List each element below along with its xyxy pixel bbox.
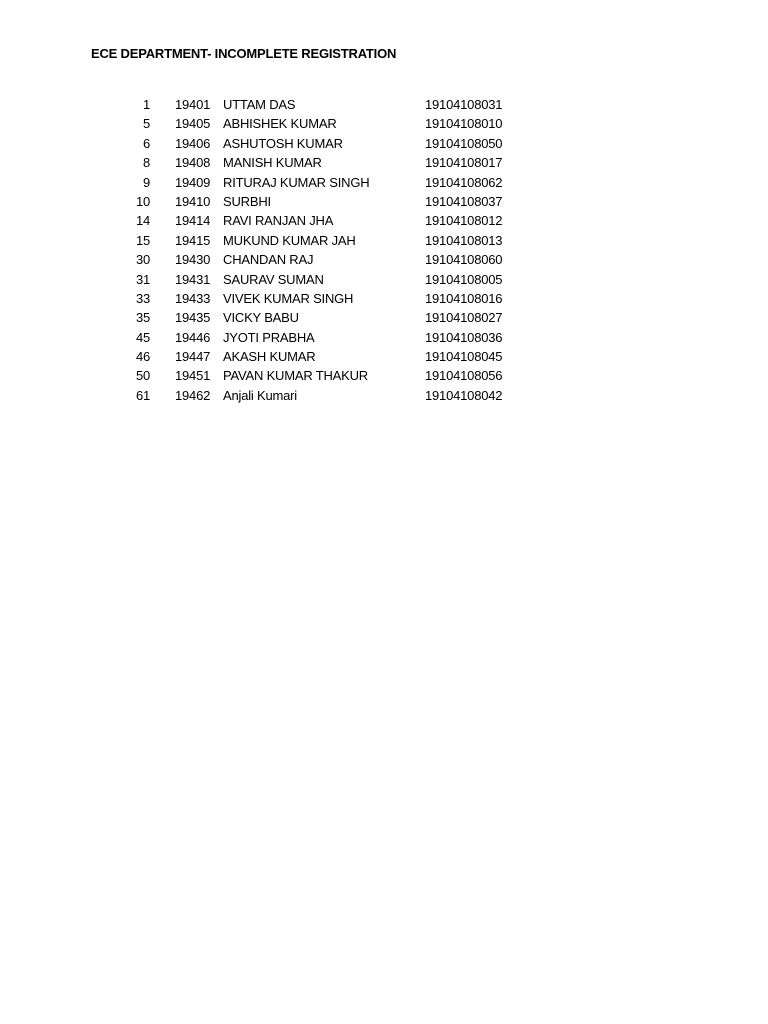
serial-number: 30 — [135, 252, 150, 268]
registration-number: 19104108050 — [425, 135, 503, 151]
list-item — [0, 231, 768, 250]
roll-number: 19431 — [175, 271, 211, 287]
serial-number: 45 — [135, 329, 150, 345]
registration-number: 19104108016 — [425, 290, 503, 306]
student-name: RAVI RANJAN JHA — [223, 213, 334, 229]
serial-number: 15 — [135, 232, 150, 248]
page-title: ECE DEPARTMENT- INCOMPLETE REGISTRATION — [91, 46, 397, 61]
registration-number: 19104108045 — [425, 349, 503, 365]
student-name: UTTAM DAS — [223, 97, 296, 112]
student-name: VIVEK KUMAR SINGH — [223, 290, 354, 306]
registration-number: 19104108062 — [425, 174, 503, 190]
serial-number: 10 — [135, 193, 150, 209]
roll-number: 19462 — [175, 387, 211, 403]
list-item — [0, 153, 768, 172]
list-item — [0, 173, 768, 192]
serial-number: 9 — [142, 174, 150, 190]
roll-number: 19435 — [175, 310, 211, 326]
student-name: SAURAV SUMAN — [223, 271, 324, 287]
serial-number: 50 — [135, 368, 150, 384]
student-name: JYOTI PRABHA — [223, 329, 315, 345]
registration-number: 19104108060 — [425, 252, 503, 268]
serial-number: 46 — [135, 349, 150, 365]
roll-number: 19451 — [175, 368, 211, 384]
list-item — [0, 328, 768, 347]
student-name: VICKY BABU — [223, 310, 299, 326]
roll-number: 19405 — [175, 116, 211, 132]
student-name: Anjali Kumari — [223, 387, 297, 403]
student-name: PAVAN KUMAR THAKUR — [223, 368, 368, 384]
roll-number: 19433 — [175, 290, 211, 306]
roll-number: 19408 — [175, 155, 211, 171]
list-item — [0, 250, 768, 269]
roll-number: 19406 — [175, 135, 211, 151]
student-name: RITURAJ KUMAR SINGH — [223, 174, 370, 190]
registration-number: 19104108042 — [425, 387, 503, 403]
student-name: MANISH KUMAR — [223, 155, 322, 171]
list-item — [0, 347, 768, 366]
roll-number: 19446 — [175, 329, 211, 345]
roll-number: 19409 — [175, 174, 211, 190]
list-item — [0, 134, 768, 153]
registration-number: 19104108056 — [425, 368, 503, 384]
student-name: SURBHI — [223, 193, 271, 209]
serial-number: 35 — [135, 310, 150, 326]
serial-number: 31 — [135, 271, 150, 287]
student-name: ASHUTOSH KUMAR — [223, 135, 343, 151]
list-item — [0, 192, 768, 211]
registration-number: 19104108037 — [425, 193, 503, 209]
list-item — [0, 270, 768, 289]
roll-number: 19414 — [175, 213, 211, 229]
serial-number: 8 — [142, 155, 150, 171]
student-name: MUKUND KUMAR JAH — [223, 232, 356, 248]
roll-number: 19447 — [175, 349, 211, 365]
student-name: AKASH KUMAR — [223, 349, 316, 365]
serial-number: 6 — [142, 135, 150, 151]
roll-number: 19415 — [175, 232, 211, 248]
registration-number: 19104108027 — [425, 310, 503, 326]
registration-number: 19104108036 — [425, 329, 503, 345]
registration-number: 19104108010 — [425, 116, 503, 132]
serial-number: 5 — [142, 116, 150, 132]
list-item — [0, 114, 768, 133]
roll-number: 19430 — [175, 252, 211, 268]
list-item — [0, 308, 768, 327]
registration-number: 19104108017 — [425, 155, 503, 171]
list-item — [0, 289, 768, 308]
roll-number: 19401 — [175, 97, 211, 112]
registration-list — [0, 95, 768, 405]
registration-number: 19104108005 — [425, 271, 503, 287]
list-item — [0, 95, 768, 114]
list-item — [0, 386, 768, 405]
registration-number: 19104108013 — [425, 232, 503, 248]
serial-number: 14 — [135, 213, 150, 229]
list-item — [0, 366, 768, 385]
serial-number: 33 — [135, 290, 150, 306]
registration-number: 19104108031 — [425, 97, 503, 112]
roll-number: 19410 — [175, 193, 211, 209]
student-name: ABHISHEK KUMAR — [223, 116, 337, 132]
student-name: CHANDAN RAJ — [223, 252, 314, 268]
registration-number: 19104108012 — [425, 213, 503, 229]
list-item — [0, 211, 768, 230]
serial-number: 61 — [135, 387, 150, 403]
serial-number: 1 — [142, 97, 150, 112]
